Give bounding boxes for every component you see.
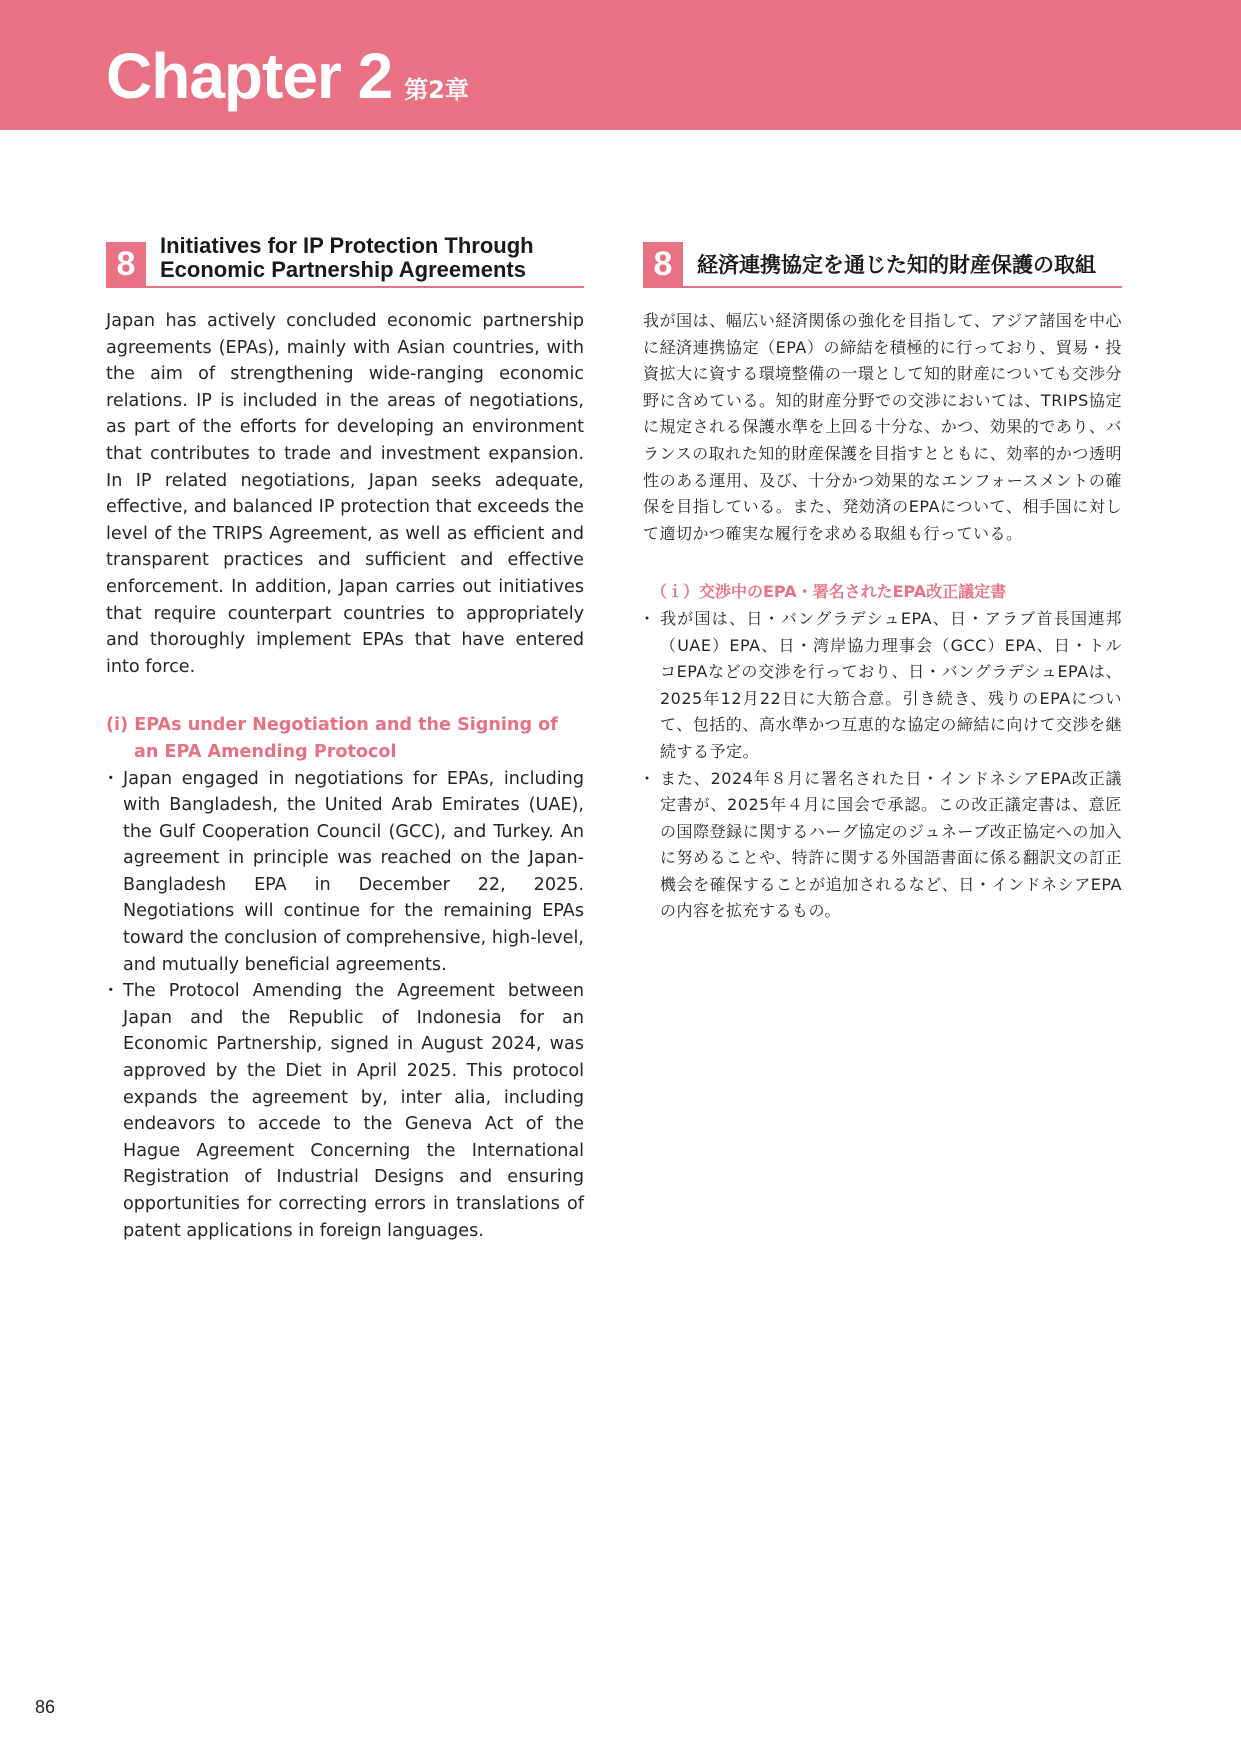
chapter-title-en: Chapter 2: [106, 40, 393, 112]
section-title-en-line1: Initiatives for IP Protection Through: [160, 233, 534, 258]
bullet-item-en-1: ・ Japan engaged in negotiations for EPAs, including with Bangladesh, the United Arab Emirates (UAE), the Gulf Cooperation Council (GCC), and Turkey. An agreement in principle was reached on the Japan-Bangladesh EPA in December 22, 2025. Negotiations will continue for the remaining EPAs toward the conclusion of comprehensive, high-level, and mutually beneficial agreements.: [106, 766, 584, 979]
bullet-item-jp-1: ・ 我が国は、日・バングラデシュEPA、日・アラブ首長国連邦（UAE）EPA、日・湾岸協力理事会（GCC）EPA、日・トルコEPAなどの交渉を行っており、日・バングラデシュEPAは、2025年12月22日に大筋合意。引き続き、残りのEPAについて、包括的、高水準かつ互恵的な協定の締結に向けて交渉を継続する予定。: [643, 606, 1122, 766]
bullet-list-jp: [643, 606, 1122, 925]
chapter-title-jp: 第2章: [404, 76, 469, 104]
bullet-list-en: [106, 766, 584, 1245]
section-number-badge-jp: 8: [643, 242, 683, 286]
section-title-jp: 経済連携協定を通じた知的財産保護の取組: [697, 254, 1096, 277]
subsection-heading-jp: （ｉ）交渉中のEPA・署名されたEPA改正議定書: [651, 582, 1007, 602]
japanese-column: [643, 228, 1122, 925]
bullet-item-en-2: ・ The Protocol Amending the Agreement between Japan and the Republic of Indonesia for an Economic Partnership, signed in August 2024, was approved by the Diet in April 2025. This protocol expands the agreement by, inter alia, including endeavors to accede to the Geneva Act of the Hague Agreement Concerning the International Registration of Industrial Designs and ensuring opportunities for correcting errors in translations of patent applications in foreign languages.: [106, 978, 584, 1244]
intro-paragraph-jp: 我が国は、幅広い経済関係の強化を目指して、アジア諸国を中心に経済連携協定（EPA）の締結を積極的に行っており、貿易・投資拡大に資する環境整備の一環として知的財産についても交渉分野に含めている。知的財産分野での交渉においては、TRIPS協定に規定される保護水準を上回る十分な、かつ、効果的であり、バランスの取れた知的財産保護を目指すとともに、効率的かつ透明性のある運用、及び、十分かつ効果的なエンフォースメントの確保を目指している。また、発効済のEPAについて、相手国に対して適切かつ確実な履行を求める取組も行っている。: [643, 311, 1122, 543]
section-title-en-line2: Economic Partnership Agreements: [160, 257, 526, 282]
chapter-banner: [0, 0, 1241, 130]
section-number-badge-en: 8: [106, 242, 146, 286]
section-header-en: [106, 228, 584, 288]
english-column: [106, 228, 584, 1244]
chapter-title: [106, 40, 469, 126]
section-title-en: [160, 234, 534, 282]
bullet-item-jp-2: ・ また、2024年８月に署名された日・インドネシアEPA改正議定書が、2025年４月に国会で承認。この改正議定書は、意匠の国際登録に関するハーグ協定のジュネーブ改正協定への加入に努めることや、特許に関する外国語書面に係る翻訳文の訂正機会を確保することが追加されるなど、日・インドネシアEPAの内容を拡充するもの。: [643, 766, 1122, 926]
page-number: 86: [35, 1697, 56, 1717]
intro-paragraph-en: Japan has actively concluded economic partnership agreements (EPAs), mainly with Asian countries, with the aim of strengthening wide-ranging economic relations. IP is included in the areas of negotiations, as part of the efforts for developing an environment that contributes to trade and investment expansion. In IP related negotiations, Japan seeks adequate, effective, and balanced IP protection that exceeds the level of the TRIPS Agreement, as well as efficient and transparent practices and sufficient and effective enforcement. In addition, Japan carries out initiatives that require counterpart countries to appropriately and thoroughly implement EPAs that have entered into force.: [106, 311, 584, 677]
subsection-heading-en: (i) EPAs under Negotiation and the Signing of an EPA Amending Protocol: [106, 715, 558, 762]
section-header-jp: [643, 228, 1122, 288]
